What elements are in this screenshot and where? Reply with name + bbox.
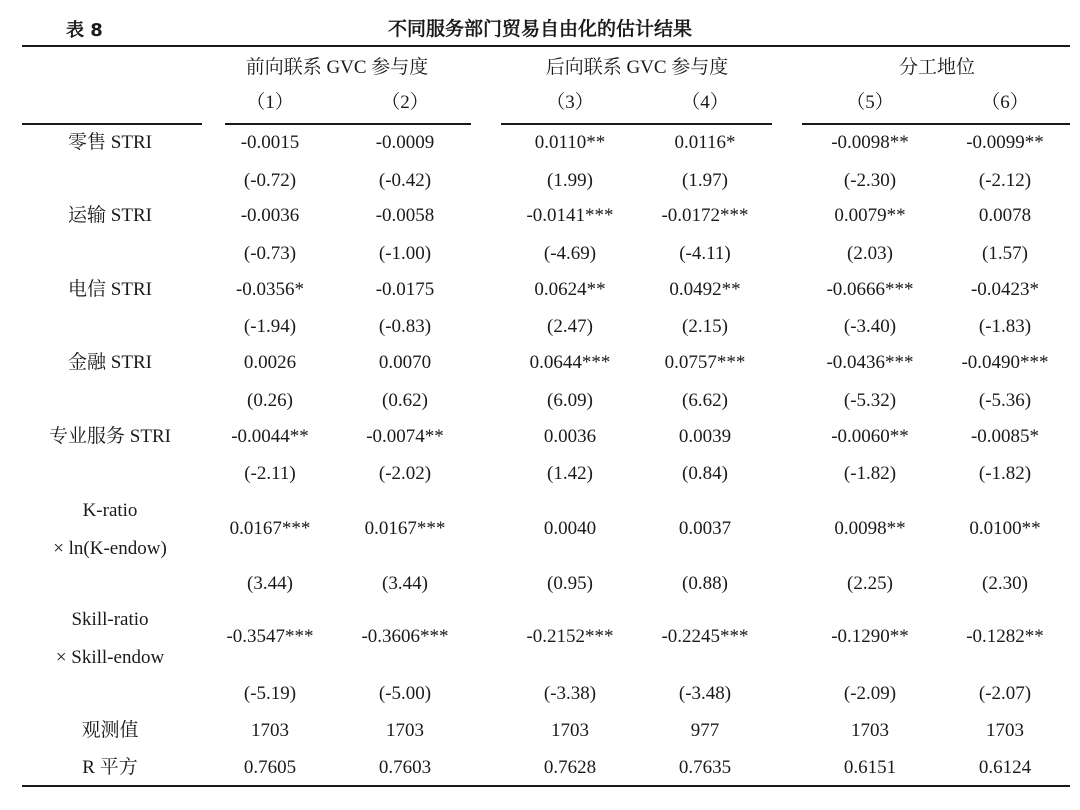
coefficient-cell: 0.0026	[243, 352, 297, 373]
column-number: （2）	[381, 92, 429, 113]
stat-cell: 0.7603	[378, 757, 432, 778]
column-number: （3）	[546, 92, 594, 113]
t-stat-cell: (-4.69)	[543, 243, 597, 264]
coefficient-cell: 0.0624**	[534, 279, 606, 300]
stat-cell: 1703	[986, 720, 1024, 741]
group-header: 前向联系 GVC 参与度	[245, 57, 429, 78]
t-stat-cell: (-1.94)	[243, 316, 297, 337]
t-stat-cell: (-2.30)	[843, 170, 897, 191]
coefficient-cell: -0.0009	[375, 132, 435, 153]
t-stat-cell: (-1.00)	[378, 243, 432, 264]
coefficient-cell: -0.0175	[375, 279, 435, 300]
coefficient-cell: -0.0099**	[966, 132, 1044, 153]
t-stat-cell: (2.15)	[682, 316, 728, 337]
t-stat-cell: (2.03)	[847, 243, 893, 264]
t-stat-cell: (6.62)	[682, 390, 728, 411]
t-stat-cell: (0.62)	[382, 390, 428, 411]
t-stat-cell: (-3.48)	[678, 683, 732, 704]
coefficient-cell: 0.0167***	[229, 518, 311, 539]
t-stat-cell: (-2.11)	[244, 463, 296, 484]
row-label: 电信 STRI	[68, 279, 152, 300]
column-number: （1）	[246, 92, 294, 113]
coefficient-cell: 0.0098**	[834, 518, 906, 539]
coefficient-cell: -0.1290**	[831, 626, 909, 647]
coefficient-cell: -0.0036	[240, 205, 300, 226]
coefficient-cell: -0.1282**	[966, 626, 1044, 647]
coefficient-cell: 0.0070	[378, 352, 432, 373]
group-header: 后向联系 GVC 参与度	[545, 57, 729, 78]
row-label: 运输 STRI	[68, 205, 152, 226]
t-stat-cell: (1.97)	[682, 170, 728, 191]
row-label: × ln(K-endow)	[53, 538, 167, 559]
coefficient-cell: 0.0644***	[529, 352, 611, 373]
stat-cell: 0.7628	[543, 757, 597, 778]
row-label: K-ratio	[82, 500, 138, 521]
group-rule-3	[802, 123, 1070, 125]
coefficient-cell: 0.0039	[678, 426, 732, 447]
t-stat-cell: (-3.40)	[843, 316, 897, 337]
coefficient-cell: -0.0356*	[235, 279, 305, 300]
coefficient-cell: 0.0757***	[664, 352, 746, 373]
stat-label: R 平方	[82, 757, 138, 778]
coefficient-cell: 0.0036	[543, 426, 597, 447]
coefficient-cell: -0.0085*	[970, 426, 1040, 447]
t-stat-cell: (1.99)	[547, 170, 593, 191]
t-stat-cell: (3.44)	[247, 573, 293, 594]
t-stat-cell: (0.26)	[247, 390, 293, 411]
stat-label: 观测值	[81, 720, 139, 741]
stat-cell: 1703	[251, 720, 289, 741]
group-header: 分工地位	[898, 57, 975, 78]
row-label: 专业服务 STRI	[49, 426, 171, 447]
group-rule-2	[501, 123, 772, 125]
t-stat-cell: (0.88)	[682, 573, 728, 594]
t-stat-cell: (0.95)	[547, 573, 593, 594]
coefficient-cell: 0.0079**	[834, 205, 906, 226]
t-stat-cell: (2.30)	[982, 573, 1028, 594]
t-stat-cell: (-5.36)	[978, 390, 1032, 411]
t-stat-cell: (3.44)	[382, 573, 428, 594]
coefficient-cell: -0.0015	[240, 132, 300, 153]
t-stat-cell: (2.25)	[847, 573, 893, 594]
stat-cell: 0.7635	[678, 757, 732, 778]
t-stat-cell: (-2.07)	[978, 683, 1032, 704]
stat-cell: 0.6151	[843, 757, 897, 778]
t-stat-cell: (-0.73)	[243, 243, 297, 264]
t-stat-cell: (1.42)	[547, 463, 593, 484]
coefficient-cell: -0.3606***	[361, 626, 449, 647]
coefficient-cell: -0.2245***	[661, 626, 749, 647]
t-stat-cell: (-1.82)	[978, 463, 1032, 484]
t-stat-cell: (2.47)	[547, 316, 593, 337]
coefficient-cell: -0.0074**	[366, 426, 444, 447]
t-stat-cell: (-0.72)	[243, 170, 297, 191]
stat-cell: 1703	[851, 720, 889, 741]
coefficient-cell: -0.2152***	[526, 626, 614, 647]
column-number: （4）	[681, 92, 729, 113]
row-label: Skill-ratio	[71, 609, 149, 630]
table-title: 不同服务部门贸易自由化的估计结果	[387, 18, 692, 40]
row-label: 金融 STRI	[68, 352, 152, 373]
coefficient-cell: -0.0044**	[231, 426, 309, 447]
coefficient-cell: 0.0492**	[669, 279, 741, 300]
t-stat-cell: (-1.82)	[843, 463, 897, 484]
t-stat-cell: (-0.42)	[378, 170, 432, 191]
coefficient-cell: -0.0060**	[831, 426, 909, 447]
group-rule-1	[225, 123, 471, 125]
coefficient-cell: -0.0098**	[831, 132, 909, 153]
column-number: （5）	[846, 92, 894, 113]
coefficient-cell: 0.0040	[543, 518, 597, 539]
t-stat-cell: (-2.02)	[378, 463, 432, 484]
stat-cell: 1703	[386, 720, 424, 741]
table-number: 表 8	[66, 20, 103, 41]
t-stat-cell: (0.84)	[682, 463, 728, 484]
coefficient-cell: 0.0100**	[969, 518, 1041, 539]
coefficient-cell: 0.0078	[978, 205, 1032, 226]
coefficient-cell: 0.0167***	[364, 518, 446, 539]
row-label: 零售 STRI	[68, 132, 152, 153]
bottom-rule	[22, 785, 1070, 787]
coefficient-cell: -0.0666***	[826, 279, 914, 300]
coefficient-cell: 0.0110**	[534, 132, 606, 153]
coefficient-cell: -0.0436***	[826, 352, 914, 373]
coefficient-cell: -0.0141***	[526, 205, 614, 226]
coefficient-cell: -0.0172***	[661, 205, 749, 226]
top-rule	[22, 45, 1070, 47]
column-number: （6）	[981, 92, 1029, 113]
stat-cell: 0.6124	[978, 757, 1032, 778]
coefficient-cell: 0.0037	[678, 518, 732, 539]
stat-cell: 0.7605	[243, 757, 297, 778]
t-stat-cell: (-3.38)	[543, 683, 597, 704]
t-stat-cell: (-5.32)	[843, 390, 897, 411]
coefficient-cell: -0.0490***	[961, 352, 1049, 373]
t-stat-cell: (-2.12)	[978, 170, 1032, 191]
t-stat-cell: (-5.19)	[243, 683, 297, 704]
label-header-rule	[22, 123, 202, 125]
t-stat-cell: (6.09)	[547, 390, 593, 411]
t-stat-cell: (1.57)	[982, 243, 1028, 264]
coefficient-cell: -0.3547***	[226, 626, 314, 647]
t-stat-cell: (-5.00)	[378, 683, 432, 704]
row-label: × Skill-endow	[55, 647, 165, 668]
coefficient-cell: 0.0116*	[674, 132, 736, 153]
t-stat-cell: (-4.11)	[679, 243, 731, 264]
t-stat-cell: (-1.83)	[978, 316, 1032, 337]
coefficient-cell: -0.0423*	[970, 279, 1040, 300]
stat-cell: 977	[690, 720, 720, 741]
stat-cell: 1703	[551, 720, 589, 741]
coefficient-cell: -0.0058	[375, 205, 435, 226]
t-stat-cell: (-0.83)	[378, 316, 432, 337]
t-stat-cell: (-2.09)	[843, 683, 897, 704]
